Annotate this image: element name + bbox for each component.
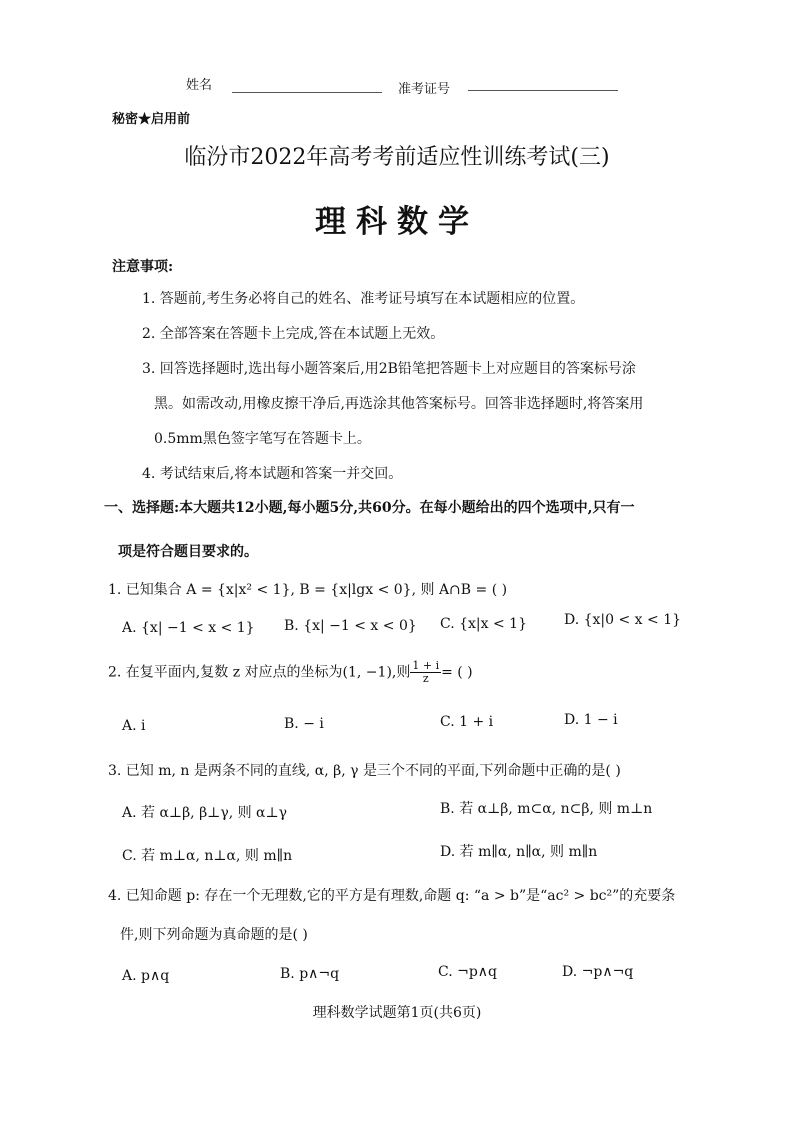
notice-item-3-line-2: 黑。如需改动,用橡皮擦干净后,再选涂其他答案标号。回答非选择题时,将答案用 [154, 396, 644, 412]
notice-item-3-line-3: 0.5mm黑色签字笔写在答题卡上。 [154, 431, 371, 447]
ticket-underline [468, 90, 618, 91]
q3-stem: 3. 已知 m, n 是两条不同的直线, α, β, γ 是三个不同的平面,下列命题中正确的是( ) [108, 763, 621, 779]
q2-stem-end: = ( ) [441, 664, 473, 681]
ticket-label: 准考证号 [398, 82, 451, 97]
notice-heading: 注意事项: [112, 259, 174, 275]
q2-option-a: A. i [122, 718, 146, 734]
page-footer: 理科数学试题第1页(共6页) [312, 1005, 482, 1021]
q2-option-c: C. 1 + i [440, 714, 494, 730]
q4-option-d: D. ¬p∧¬q [562, 964, 634, 980]
secret-label: 秘密★启用前 [112, 112, 191, 127]
q2-fraction [410, 660, 441, 685]
name-underline [232, 92, 382, 93]
q4-stem-line-2: 件,则下列命题为真命题的是( ) [120, 927, 308, 943]
q3-option-a: A. 若 α⊥β, β⊥γ, 则 α⊥γ [122, 805, 288, 821]
q2-option-d: D. 1 − i [564, 712, 618, 728]
q2-option-b: B. − i [284, 716, 324, 732]
notice-item-4: 4. 考试结束后,将本试题和答案一并交回。 [142, 466, 403, 482]
notice-item-2: 2. 全部答案在答题卡上完成,答在本试题上无效。 [142, 326, 445, 342]
q1-option-d: D. {x|0 < x < 1} [564, 612, 682, 628]
q4-stem-line-1: 4. 已知命题 p: 存在一个无理数,它的平方是有理数,命题 q: “a > b”是“ac² > bc²”的充要条 [108, 888, 676, 904]
q4-option-a: A. p∧q [122, 968, 170, 984]
section-1-line-2: 项是符合题目要求的。 [118, 544, 258, 560]
notice-item-3-line-1: 3. 回答选择题时,选出每小题答案后,用2B铅笔把答题卡上对应题目的答案标号涂 [142, 361, 636, 377]
subject-title: 理科数学 [315, 204, 479, 240]
section-1-line-1: 一、选择题:本大题共12小题,每小题5分,共60分。在每小题给出的四个选项中,只有一 [104, 500, 635, 516]
q4-option-b: B. p∧¬q [280, 966, 340, 982]
q3-option-c: C. 若 m⊥α, n⊥α, 则 m∥n [122, 848, 293, 864]
q1-option-a: A. {x| −1 < x < 1} [122, 620, 255, 636]
q1-stem: 1. 已知集合 A = {x|x² < 1}, B = {x|lgx < 0}, 则 A∩B = ( ) [108, 582, 508, 598]
q3-option-d: D. 若 m∥α, n∥α, 则 m∥n [440, 844, 598, 860]
q4-option-c: C. ¬p∧q [438, 964, 498, 980]
q2-stem-text: 2. 在复平面内,复数 z 对应点的坐标为(1, −1),则 [108, 664, 411, 681]
name-label: 姓名 [186, 78, 213, 93]
q1-option-b: B. {x| −1 < x < 0} [284, 618, 417, 634]
q2-stem [108, 660, 473, 685]
q2-fraction-denominator: z [422, 672, 429, 685]
q1-option-c: C. {x|x < 1} [440, 616, 527, 632]
q2-fraction-numerator: 1 + i [412, 659, 440, 672]
q3-option-b: B. 若 α⊥β, m⊂α, n⊂β, 则 m⊥n [440, 801, 653, 817]
exam-title: 临汾市2022年高考考前适应性训练考试(三) [184, 145, 610, 170]
notice-item-1: 1. 答题前,考生务必将自己的姓名、准考证号填写在本试题相应的位置。 [142, 291, 585, 307]
